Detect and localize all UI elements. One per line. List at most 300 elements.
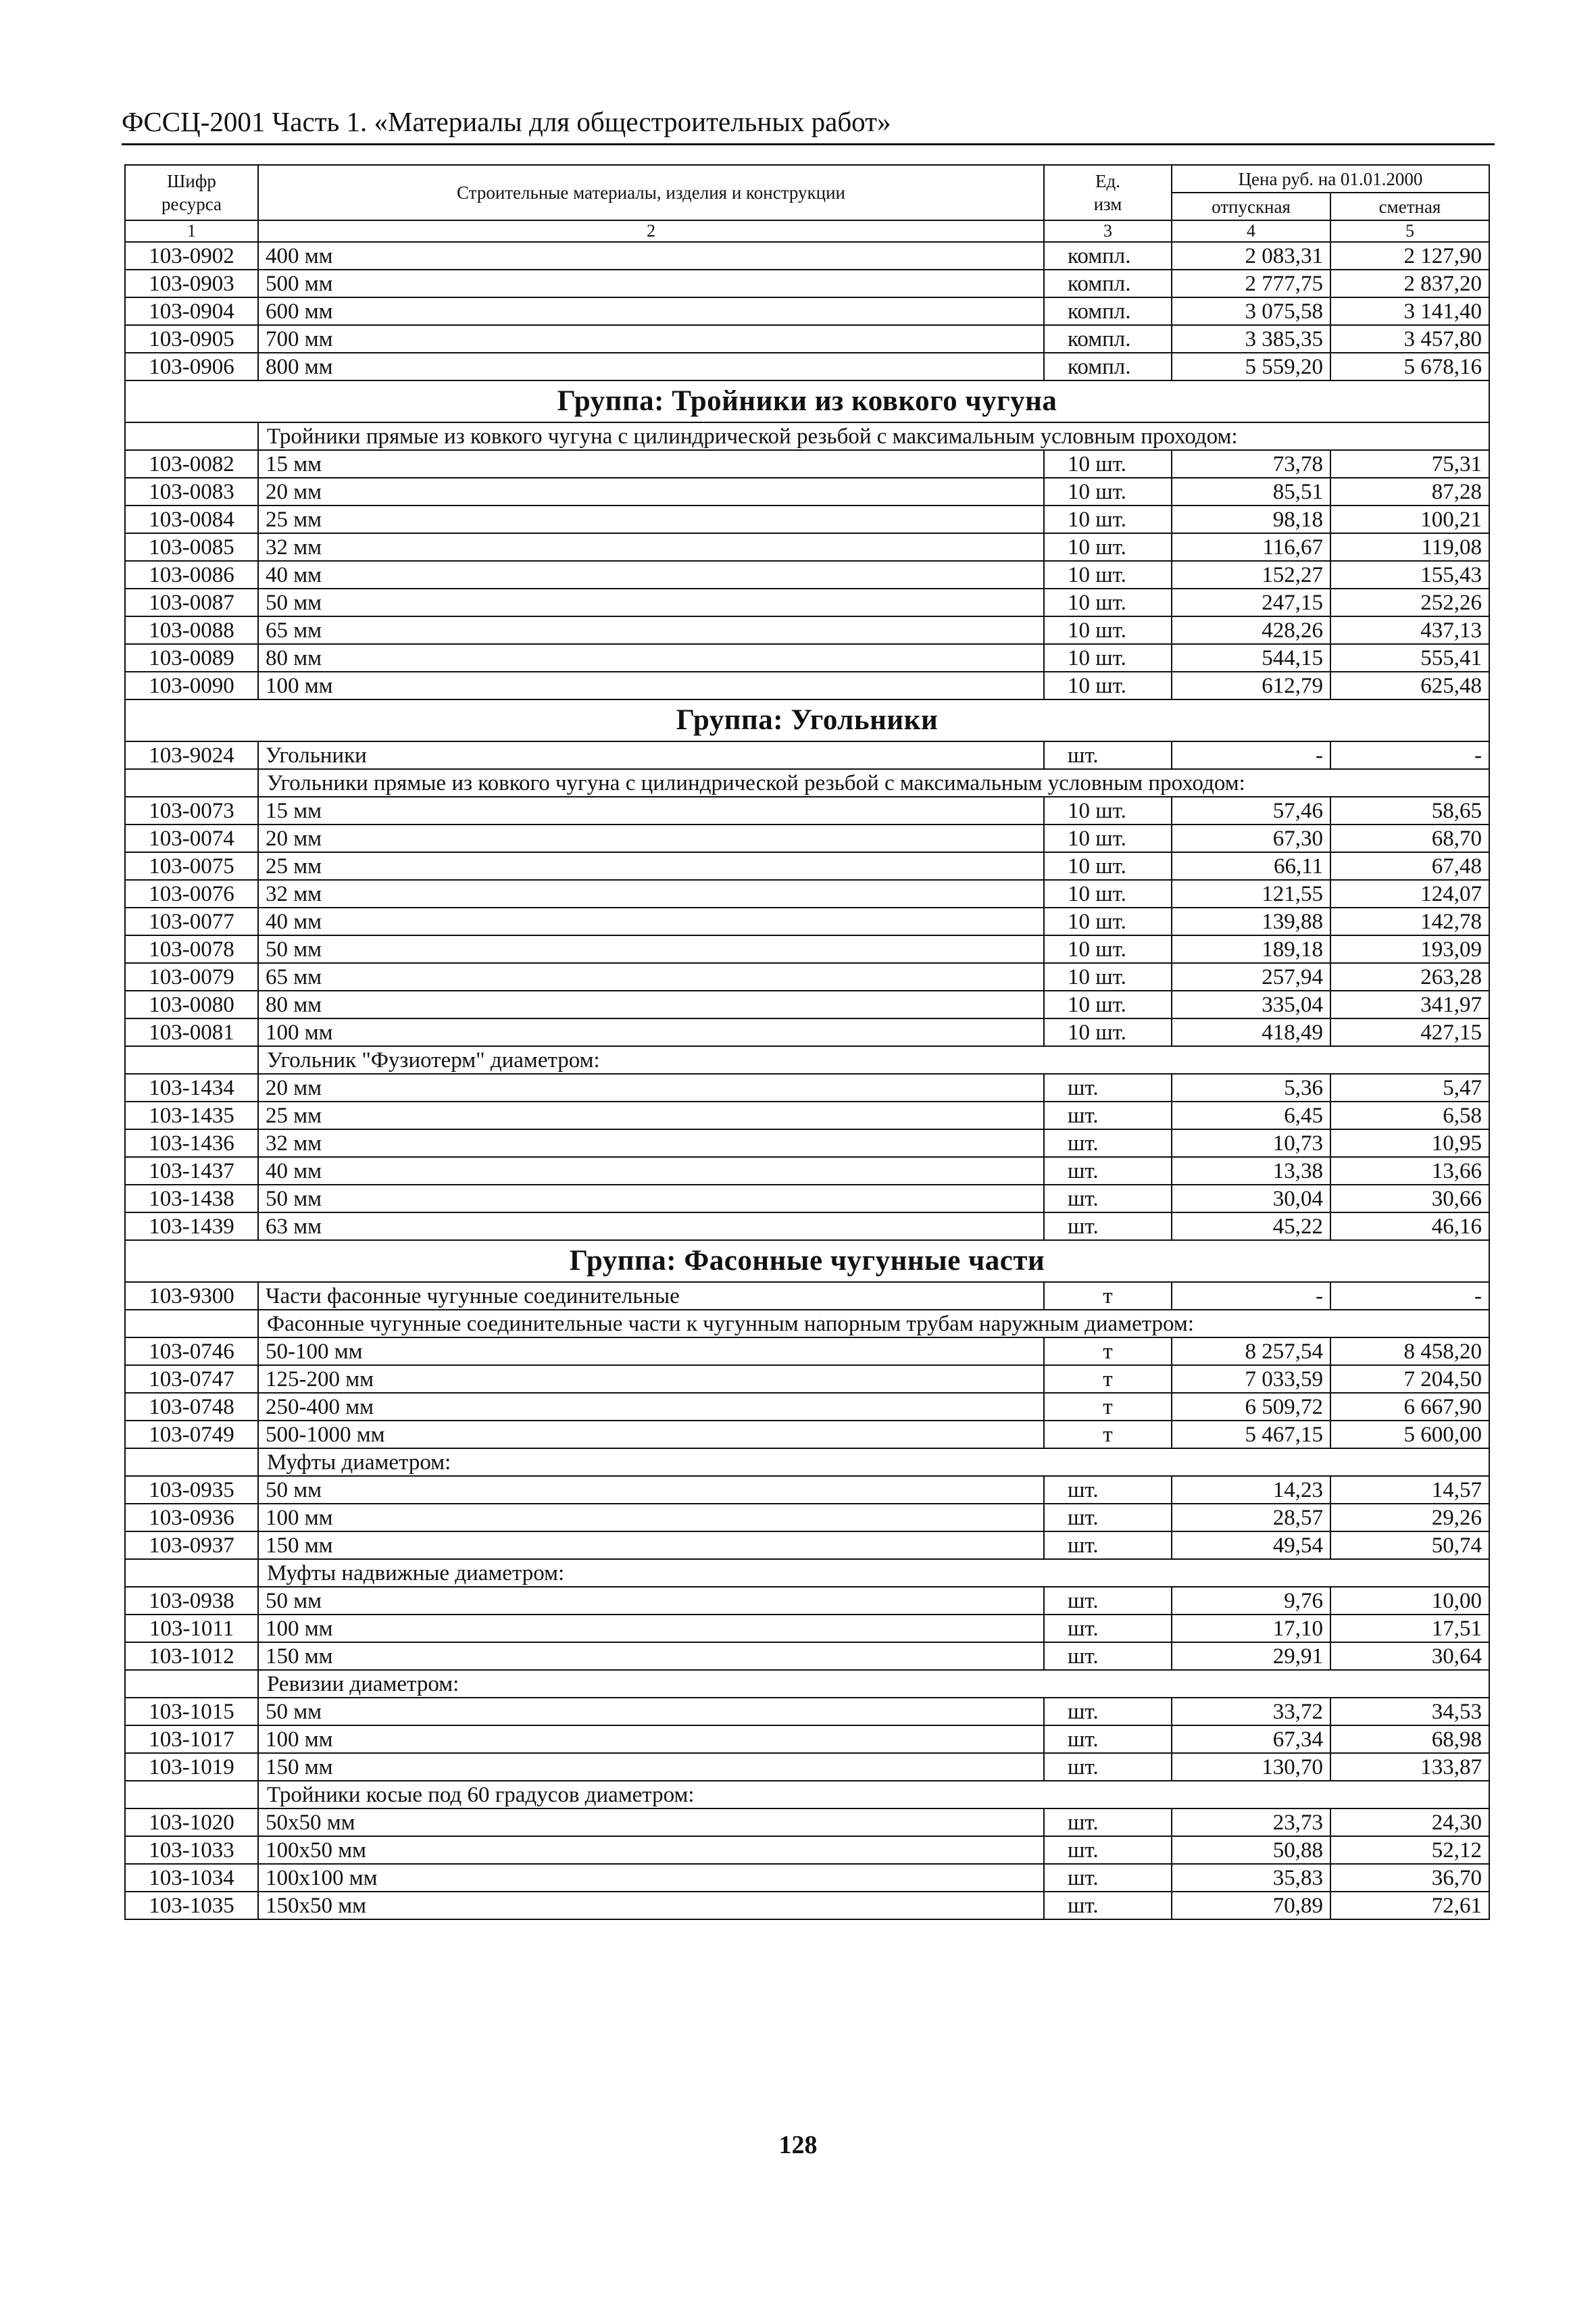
- resource-code: 103-1434: [125, 1074, 258, 1102]
- unit-of-measure: шт.: [1044, 1587, 1172, 1615]
- subgroup-description-row: [125, 1670, 1489, 1698]
- unit-of-measure: 10 шт.: [1044, 450, 1172, 478]
- table-row: [125, 1753, 1489, 1781]
- resource-code: 103-0084: [125, 506, 258, 533]
- material-name: 25 мм: [258, 852, 1044, 880]
- subgroup-description: Тройники прямые из ковкого чугуна с цилиндрической резьбой с максимальным условным проходом:: [258, 422, 1489, 450]
- release-price: 30,04: [1172, 1185, 1330, 1212]
- resource-code: 103-0083: [125, 478, 258, 506]
- material-name: 40 мм: [258, 561, 1044, 589]
- material-name: 100 мм: [258, 672, 1044, 699]
- resource-code: 103-1012: [125, 1642, 258, 1670]
- subgroup-description-row: [125, 422, 1489, 450]
- resource-code: 103-0085: [125, 533, 258, 561]
- release-price: -: [1172, 1282, 1330, 1310]
- unit-of-measure: 10 шт.: [1044, 644, 1172, 672]
- column-number-row: [125, 220, 1489, 242]
- material-name: 50 мм: [258, 1698, 1044, 1725]
- release-price: 5 559,20: [1172, 353, 1330, 380]
- estimate-price: 6,58: [1330, 1102, 1489, 1129]
- unit-of-measure: шт.: [1044, 1129, 1172, 1157]
- table-row: [125, 963, 1489, 991]
- resource-code: 103-0937: [125, 1531, 258, 1559]
- subgroup-description-row: [125, 1046, 1489, 1074]
- table-row: [125, 1698, 1489, 1725]
- release-price: 121,55: [1172, 880, 1330, 908]
- subgroup-description-row: [125, 1310, 1489, 1337]
- table-row: [125, 1864, 1489, 1892]
- group-heading: Группа: Тройники из ковкого чугуна: [125, 380, 1489, 422]
- table-row: [125, 506, 1489, 533]
- empty-code-cell: [125, 1448, 258, 1476]
- unit-of-measure: 10 шт.: [1044, 672, 1172, 699]
- table-row: [125, 1421, 1489, 1448]
- release-price: 28,57: [1172, 1504, 1330, 1531]
- release-price: 14,23: [1172, 1476, 1330, 1504]
- price-table-body: [125, 165, 1489, 1919]
- release-price: 29,91: [1172, 1642, 1330, 1670]
- table-row: [125, 242, 1489, 270]
- table-row: [125, 1365, 1489, 1393]
- material-name: 150 мм: [258, 1753, 1044, 1781]
- material-name: 150 мм: [258, 1642, 1044, 1670]
- release-price: 6 509,72: [1172, 1393, 1330, 1421]
- unit-of-measure: т: [1044, 1393, 1172, 1421]
- unit-of-measure: компл.: [1044, 297, 1172, 325]
- table-row: [125, 908, 1489, 935]
- unit-of-measure: 10 шт.: [1044, 935, 1172, 963]
- resource-code: 103-1438: [125, 1185, 258, 1212]
- unit-of-measure: компл.: [1044, 242, 1172, 270]
- resource-code: 103-0081: [125, 1018, 258, 1046]
- material-name: 50 мм: [258, 1476, 1044, 1504]
- unit-of-measure: шт.: [1044, 1157, 1172, 1185]
- empty-code-cell: [125, 1670, 258, 1698]
- material-name: 150x50 мм: [258, 1892, 1044, 1919]
- release-price: 66,11: [1172, 852, 1330, 880]
- table-row: [125, 797, 1489, 824]
- unit-of-measure: шт.: [1044, 1698, 1172, 1725]
- unit-of-measure: 10 шт.: [1044, 852, 1172, 880]
- estimate-price: 5,47: [1330, 1074, 1489, 1102]
- unit-of-measure: 10 шт.: [1044, 506, 1172, 533]
- release-price: 152,27: [1172, 561, 1330, 589]
- subgroup-description-row: [125, 1559, 1489, 1587]
- unit-of-measure: шт.: [1044, 1615, 1172, 1642]
- resource-code: 103-0746: [125, 1337, 258, 1365]
- estimate-price: 58,65: [1330, 797, 1489, 824]
- table-row: [125, 824, 1489, 852]
- table-row: [125, 1892, 1489, 1919]
- release-price: 257,94: [1172, 963, 1330, 991]
- material-name: 20 мм: [258, 824, 1044, 852]
- table-row: [125, 325, 1489, 353]
- subgroup-description: Муфты надвижные диаметром:: [258, 1559, 1489, 1587]
- estimate-price: 24,30: [1330, 1808, 1489, 1836]
- estimate-price: 142,78: [1330, 908, 1489, 935]
- unit-of-measure: 10 шт.: [1044, 589, 1172, 616]
- table-row: [125, 450, 1489, 478]
- table-row: [125, 1393, 1489, 1421]
- resource-code: 103-0936: [125, 1504, 258, 1531]
- resource-code: 103-0087: [125, 589, 258, 616]
- material-name: 500-1000 мм: [258, 1421, 1044, 1448]
- release-price: 35,83: [1172, 1864, 1330, 1892]
- release-price: 85,51: [1172, 478, 1330, 506]
- release-price: 116,67: [1172, 533, 1330, 561]
- estimate-price: 427,15: [1330, 1018, 1489, 1046]
- resource-code: 103-1015: [125, 1698, 258, 1725]
- release-price: 67,34: [1172, 1725, 1330, 1753]
- estimate-price: 10,00: [1330, 1587, 1489, 1615]
- resource-code: 103-9300: [125, 1282, 258, 1310]
- subgroup-description: Угольники прямые из ковкого чугуна с цилиндрической резьбой с максимальным условным проходом:: [258, 769, 1489, 797]
- empty-code-cell: [125, 1310, 258, 1337]
- material-name: 25 мм: [258, 1102, 1044, 1129]
- unit-of-measure: шт.: [1044, 1074, 1172, 1102]
- material-name: 700 мм: [258, 325, 1044, 353]
- unit-of-measure: 10 шт.: [1044, 616, 1172, 644]
- material-name: 25 мм: [258, 506, 1044, 533]
- unit-of-measure: 10 шт.: [1044, 824, 1172, 852]
- header-name: Строительные материалы, изделия и конструкции: [258, 165, 1044, 220]
- material-name: 80 мм: [258, 991, 1044, 1018]
- estimate-price: 50,74: [1330, 1531, 1489, 1559]
- release-price: 10,73: [1172, 1129, 1330, 1157]
- release-price: 45,22: [1172, 1212, 1330, 1240]
- estimate-price: -: [1330, 741, 1489, 769]
- header-price: Цена руб. на 01.01.2000: [1172, 165, 1489, 193]
- estimate-price: 67,48: [1330, 852, 1489, 880]
- group-heading: Группа: Угольники: [125, 699, 1489, 741]
- estimate-price: 68,70: [1330, 824, 1489, 852]
- unit-of-measure: т: [1044, 1337, 1172, 1365]
- estimate-price: 625,48: [1330, 672, 1489, 699]
- material-name: 50 мм: [258, 1185, 1044, 1212]
- resource-code: 103-0082: [125, 450, 258, 478]
- group-heading-row: [125, 699, 1489, 741]
- release-price: 5,36: [1172, 1074, 1330, 1102]
- release-price: 130,70: [1172, 1753, 1330, 1781]
- resource-code: 103-1437: [125, 1157, 258, 1185]
- table-row: [125, 1337, 1489, 1365]
- table-row: [125, 1808, 1489, 1836]
- unit-of-measure: 10 шт.: [1044, 478, 1172, 506]
- header-release-price: отпускная: [1172, 193, 1330, 220]
- resource-code: 103-1020: [125, 1808, 258, 1836]
- page-header: ФССЦ-2001 Часть 1. «Материалы для общестроительных работ»: [122, 101, 1495, 145]
- estimate-price: 52,12: [1330, 1836, 1489, 1864]
- estimate-price: 68,98: [1330, 1725, 1489, 1753]
- unit-of-measure: 10 шт.: [1044, 533, 1172, 561]
- resource-code: 103-0086: [125, 561, 258, 589]
- release-price: 70,89: [1172, 1892, 1330, 1919]
- release-price: 13,38: [1172, 1157, 1330, 1185]
- table-row: [125, 1157, 1489, 1185]
- estimate-price: 193,09: [1330, 935, 1489, 963]
- estimate-price: 133,87: [1330, 1753, 1489, 1781]
- subgroup-description-row: [125, 1781, 1489, 1808]
- estimate-price: 13,66: [1330, 1157, 1489, 1185]
- unit-of-measure: компл.: [1044, 270, 1172, 297]
- unit-of-measure: 10 шт.: [1044, 991, 1172, 1018]
- price-table: [124, 164, 1490, 1920]
- release-price: 2 083,31: [1172, 242, 1330, 270]
- estimate-price: 3 141,40: [1330, 297, 1489, 325]
- table-row: [125, 880, 1489, 908]
- unit-of-measure: шт.: [1044, 1504, 1172, 1531]
- release-price: 3 385,35: [1172, 325, 1330, 353]
- table-row: [125, 991, 1489, 1018]
- resource-code: 103-0080: [125, 991, 258, 1018]
- release-price: 23,73: [1172, 1808, 1330, 1836]
- table-row: [125, 1102, 1489, 1129]
- material-name: 63 мм: [258, 1212, 1044, 1240]
- material-name: 32 мм: [258, 1129, 1044, 1157]
- table-row: [125, 1282, 1489, 1310]
- material-name: 150 мм: [258, 1531, 1044, 1559]
- table-row: [125, 616, 1489, 644]
- material-name: 100 мм: [258, 1018, 1044, 1046]
- material-name: 50 мм: [258, 1587, 1044, 1615]
- estimate-price: 3 457,80: [1330, 325, 1489, 353]
- table-row: [125, 533, 1489, 561]
- estimate-price: 10,95: [1330, 1129, 1489, 1157]
- table-row: [125, 1642, 1489, 1670]
- resource-code: 103-0905: [125, 325, 258, 353]
- release-price: 50,88: [1172, 1836, 1330, 1864]
- table-row: [125, 589, 1489, 616]
- unit-of-measure: шт.: [1044, 1531, 1172, 1559]
- material-name: 125-200 мм: [258, 1365, 1044, 1393]
- resource-code: 103-0749: [125, 1421, 258, 1448]
- table-row: [125, 852, 1489, 880]
- resource-code: 103-1033: [125, 1836, 258, 1864]
- table-row: [125, 741, 1489, 769]
- unit-of-measure: т: [1044, 1365, 1172, 1393]
- release-price: 57,46: [1172, 797, 1330, 824]
- column-number: 3: [1044, 220, 1172, 242]
- estimate-price: 72,61: [1330, 1892, 1489, 1919]
- unit-of-measure: шт.: [1044, 1836, 1172, 1864]
- estimate-price: 263,28: [1330, 963, 1489, 991]
- material-name: 100 мм: [258, 1615, 1044, 1642]
- empty-code-cell: [125, 422, 258, 450]
- estimate-price: 341,97: [1330, 991, 1489, 1018]
- subgroup-description: Муфты диаметром:: [258, 1448, 1489, 1476]
- estimate-price: 29,26: [1330, 1504, 1489, 1531]
- material-name: 250-400 мм: [258, 1393, 1044, 1421]
- estimate-price: 6 667,90: [1330, 1393, 1489, 1421]
- release-price: 67,30: [1172, 824, 1330, 852]
- page-number: 128: [778, 2131, 818, 2159]
- estimate-price: 8 458,20: [1330, 1337, 1489, 1365]
- table-row: [125, 1587, 1489, 1615]
- estimate-price: 100,21: [1330, 506, 1489, 533]
- release-price: 33,72: [1172, 1698, 1330, 1725]
- table-row: [125, 1185, 1489, 1212]
- release-price: 9,76: [1172, 1587, 1330, 1615]
- table-row: [125, 1836, 1489, 1864]
- resource-code: 103-0906: [125, 353, 258, 380]
- estimate-price: 17,51: [1330, 1615, 1489, 1642]
- material-name: 400 мм: [258, 242, 1044, 270]
- material-name: 100 мм: [258, 1504, 1044, 1531]
- unit-of-measure: шт.: [1044, 1892, 1172, 1919]
- release-price: 139,88: [1172, 908, 1330, 935]
- material-name: 50 мм: [258, 935, 1044, 963]
- material-name: 20 мм: [258, 1074, 1044, 1102]
- material-name: Части фасонные чугунные соединительные: [258, 1282, 1044, 1310]
- table-row: [125, 644, 1489, 672]
- unit-of-measure: компл.: [1044, 325, 1172, 353]
- subgroup-description: Угольник "Фузиотерм" диаметром:: [258, 1046, 1489, 1074]
- empty-code-cell: [125, 769, 258, 797]
- resource-code: 103-1019: [125, 1753, 258, 1781]
- unit-of-measure: 10 шт.: [1044, 880, 1172, 908]
- release-price: 6,45: [1172, 1102, 1330, 1129]
- unit-of-measure: компл.: [1044, 353, 1172, 380]
- release-price: -: [1172, 741, 1330, 769]
- resource-code: 103-0935: [125, 1476, 258, 1504]
- resource-code: 103-0089: [125, 644, 258, 672]
- release-price: 428,26: [1172, 616, 1330, 644]
- table-row: [125, 1212, 1489, 1240]
- subgroup-description: Тройники косые под 60 градусов диаметром:: [258, 1781, 1489, 1808]
- release-price: 335,04: [1172, 991, 1330, 1018]
- subgroup-description: Ревизии диаметром:: [258, 1670, 1489, 1698]
- unit-of-measure: шт.: [1044, 741, 1172, 769]
- material-name: 50x50 мм: [258, 1808, 1044, 1836]
- estimate-price: 119,08: [1330, 533, 1489, 561]
- table-row: [125, 561, 1489, 589]
- material-name: 32 мм: [258, 533, 1044, 561]
- estimate-price: 437,13: [1330, 616, 1489, 644]
- resource-code: 103-0077: [125, 908, 258, 935]
- subgroup-description-row: [125, 1448, 1489, 1476]
- subgroup-description-row: [125, 769, 1489, 797]
- resource-code: 103-0073: [125, 797, 258, 824]
- resource-code: 103-0076: [125, 880, 258, 908]
- estimate-price: 5 678,16: [1330, 353, 1489, 380]
- unit-of-measure: шт.: [1044, 1808, 1172, 1836]
- table-row: [125, 1129, 1489, 1157]
- release-price: 73,78: [1172, 450, 1330, 478]
- table-row: [125, 353, 1489, 380]
- resource-code: 103-1439: [125, 1212, 258, 1240]
- group-heading-row: [125, 380, 1489, 422]
- material-name: 100 мм: [258, 1725, 1044, 1753]
- empty-code-cell: [125, 1559, 258, 1587]
- release-price: 2 777,75: [1172, 270, 1330, 297]
- table-row: [125, 1531, 1489, 1559]
- resource-code: 103-0090: [125, 672, 258, 699]
- table-row: [125, 935, 1489, 963]
- table-row: [125, 297, 1489, 325]
- resource-code: 103-1034: [125, 1864, 258, 1892]
- estimate-price: 124,07: [1330, 880, 1489, 908]
- material-name: 65 мм: [258, 963, 1044, 991]
- release-price: 7 033,59: [1172, 1365, 1330, 1393]
- release-price: 3 075,58: [1172, 297, 1330, 325]
- material-name: 600 мм: [258, 297, 1044, 325]
- table-row: [125, 1074, 1489, 1102]
- subgroup-description: Фасонные чугунные соединительные части к чугунным напорным трубам наружным диаметром:: [258, 1310, 1489, 1337]
- estimate-price: 34,53: [1330, 1698, 1489, 1725]
- unit-of-measure: 10 шт.: [1044, 963, 1172, 991]
- release-price: 544,15: [1172, 644, 1330, 672]
- unit-of-measure: т: [1044, 1421, 1172, 1448]
- estimate-price: 36,70: [1330, 1864, 1489, 1892]
- empty-code-cell: [125, 1781, 258, 1808]
- material-name: 20 мм: [258, 478, 1044, 506]
- unit-of-measure: шт.: [1044, 1753, 1172, 1781]
- material-name: 40 мм: [258, 1157, 1044, 1185]
- header-code: Шифр ресурса: [125, 165, 258, 220]
- release-price: 49,54: [1172, 1531, 1330, 1559]
- header-estimate-price: сметная: [1330, 193, 1489, 220]
- unit-of-measure: шт.: [1044, 1185, 1172, 1212]
- table-row: [125, 672, 1489, 699]
- resource-code: 103-0938: [125, 1587, 258, 1615]
- estimate-price: 555,41: [1330, 644, 1489, 672]
- estimate-price: 87,28: [1330, 478, 1489, 506]
- table-row: [125, 1725, 1489, 1753]
- release-price: 418,49: [1172, 1018, 1330, 1046]
- estimate-price: 14,57: [1330, 1476, 1489, 1504]
- header-unit: Ед. изм: [1044, 165, 1172, 220]
- resource-code: 103-0747: [125, 1365, 258, 1393]
- unit-of-measure: шт.: [1044, 1864, 1172, 1892]
- unit-of-measure: 10 шт.: [1044, 908, 1172, 935]
- empty-code-cell: [125, 1046, 258, 1074]
- material-name: 40 мм: [258, 908, 1044, 935]
- resource-code: 103-0904: [125, 297, 258, 325]
- unit-of-measure: шт.: [1044, 1102, 1172, 1129]
- table-row: [125, 1476, 1489, 1504]
- unit-of-measure: шт.: [1044, 1212, 1172, 1240]
- release-price: 189,18: [1172, 935, 1330, 963]
- resource-code: 103-0079: [125, 963, 258, 991]
- release-price: 247,15: [1172, 589, 1330, 616]
- material-name: Угольники: [258, 741, 1044, 769]
- resource-code: 103-0748: [125, 1393, 258, 1421]
- estimate-price: 155,43: [1330, 561, 1489, 589]
- material-name: 500 мм: [258, 270, 1044, 297]
- column-number: 4: [1172, 220, 1330, 242]
- resource-code: 103-1436: [125, 1129, 258, 1157]
- table-row: [125, 478, 1489, 506]
- resource-code: 103-0088: [125, 616, 258, 644]
- estimate-price: 2 837,20: [1330, 270, 1489, 297]
- release-price: 8 257,54: [1172, 1337, 1330, 1365]
- unit-of-measure: 10 шт.: [1044, 1018, 1172, 1046]
- resource-code: 103-0903: [125, 270, 258, 297]
- table-row: [125, 270, 1489, 297]
- unit-of-measure: 10 шт.: [1044, 561, 1172, 589]
- material-name: 15 мм: [258, 797, 1044, 824]
- estimate-price: 7 204,50: [1330, 1365, 1489, 1393]
- column-number: 2: [258, 220, 1044, 242]
- unit-of-measure: шт.: [1044, 1642, 1172, 1670]
- estimate-price: 46,16: [1330, 1212, 1489, 1240]
- material-name: 100x100 мм: [258, 1864, 1044, 1892]
- table-row: [125, 1504, 1489, 1531]
- material-name: 50 мм: [258, 589, 1044, 616]
- column-number: 5: [1330, 220, 1489, 242]
- estimate-price: 75,31: [1330, 450, 1489, 478]
- material-name: 800 мм: [258, 353, 1044, 380]
